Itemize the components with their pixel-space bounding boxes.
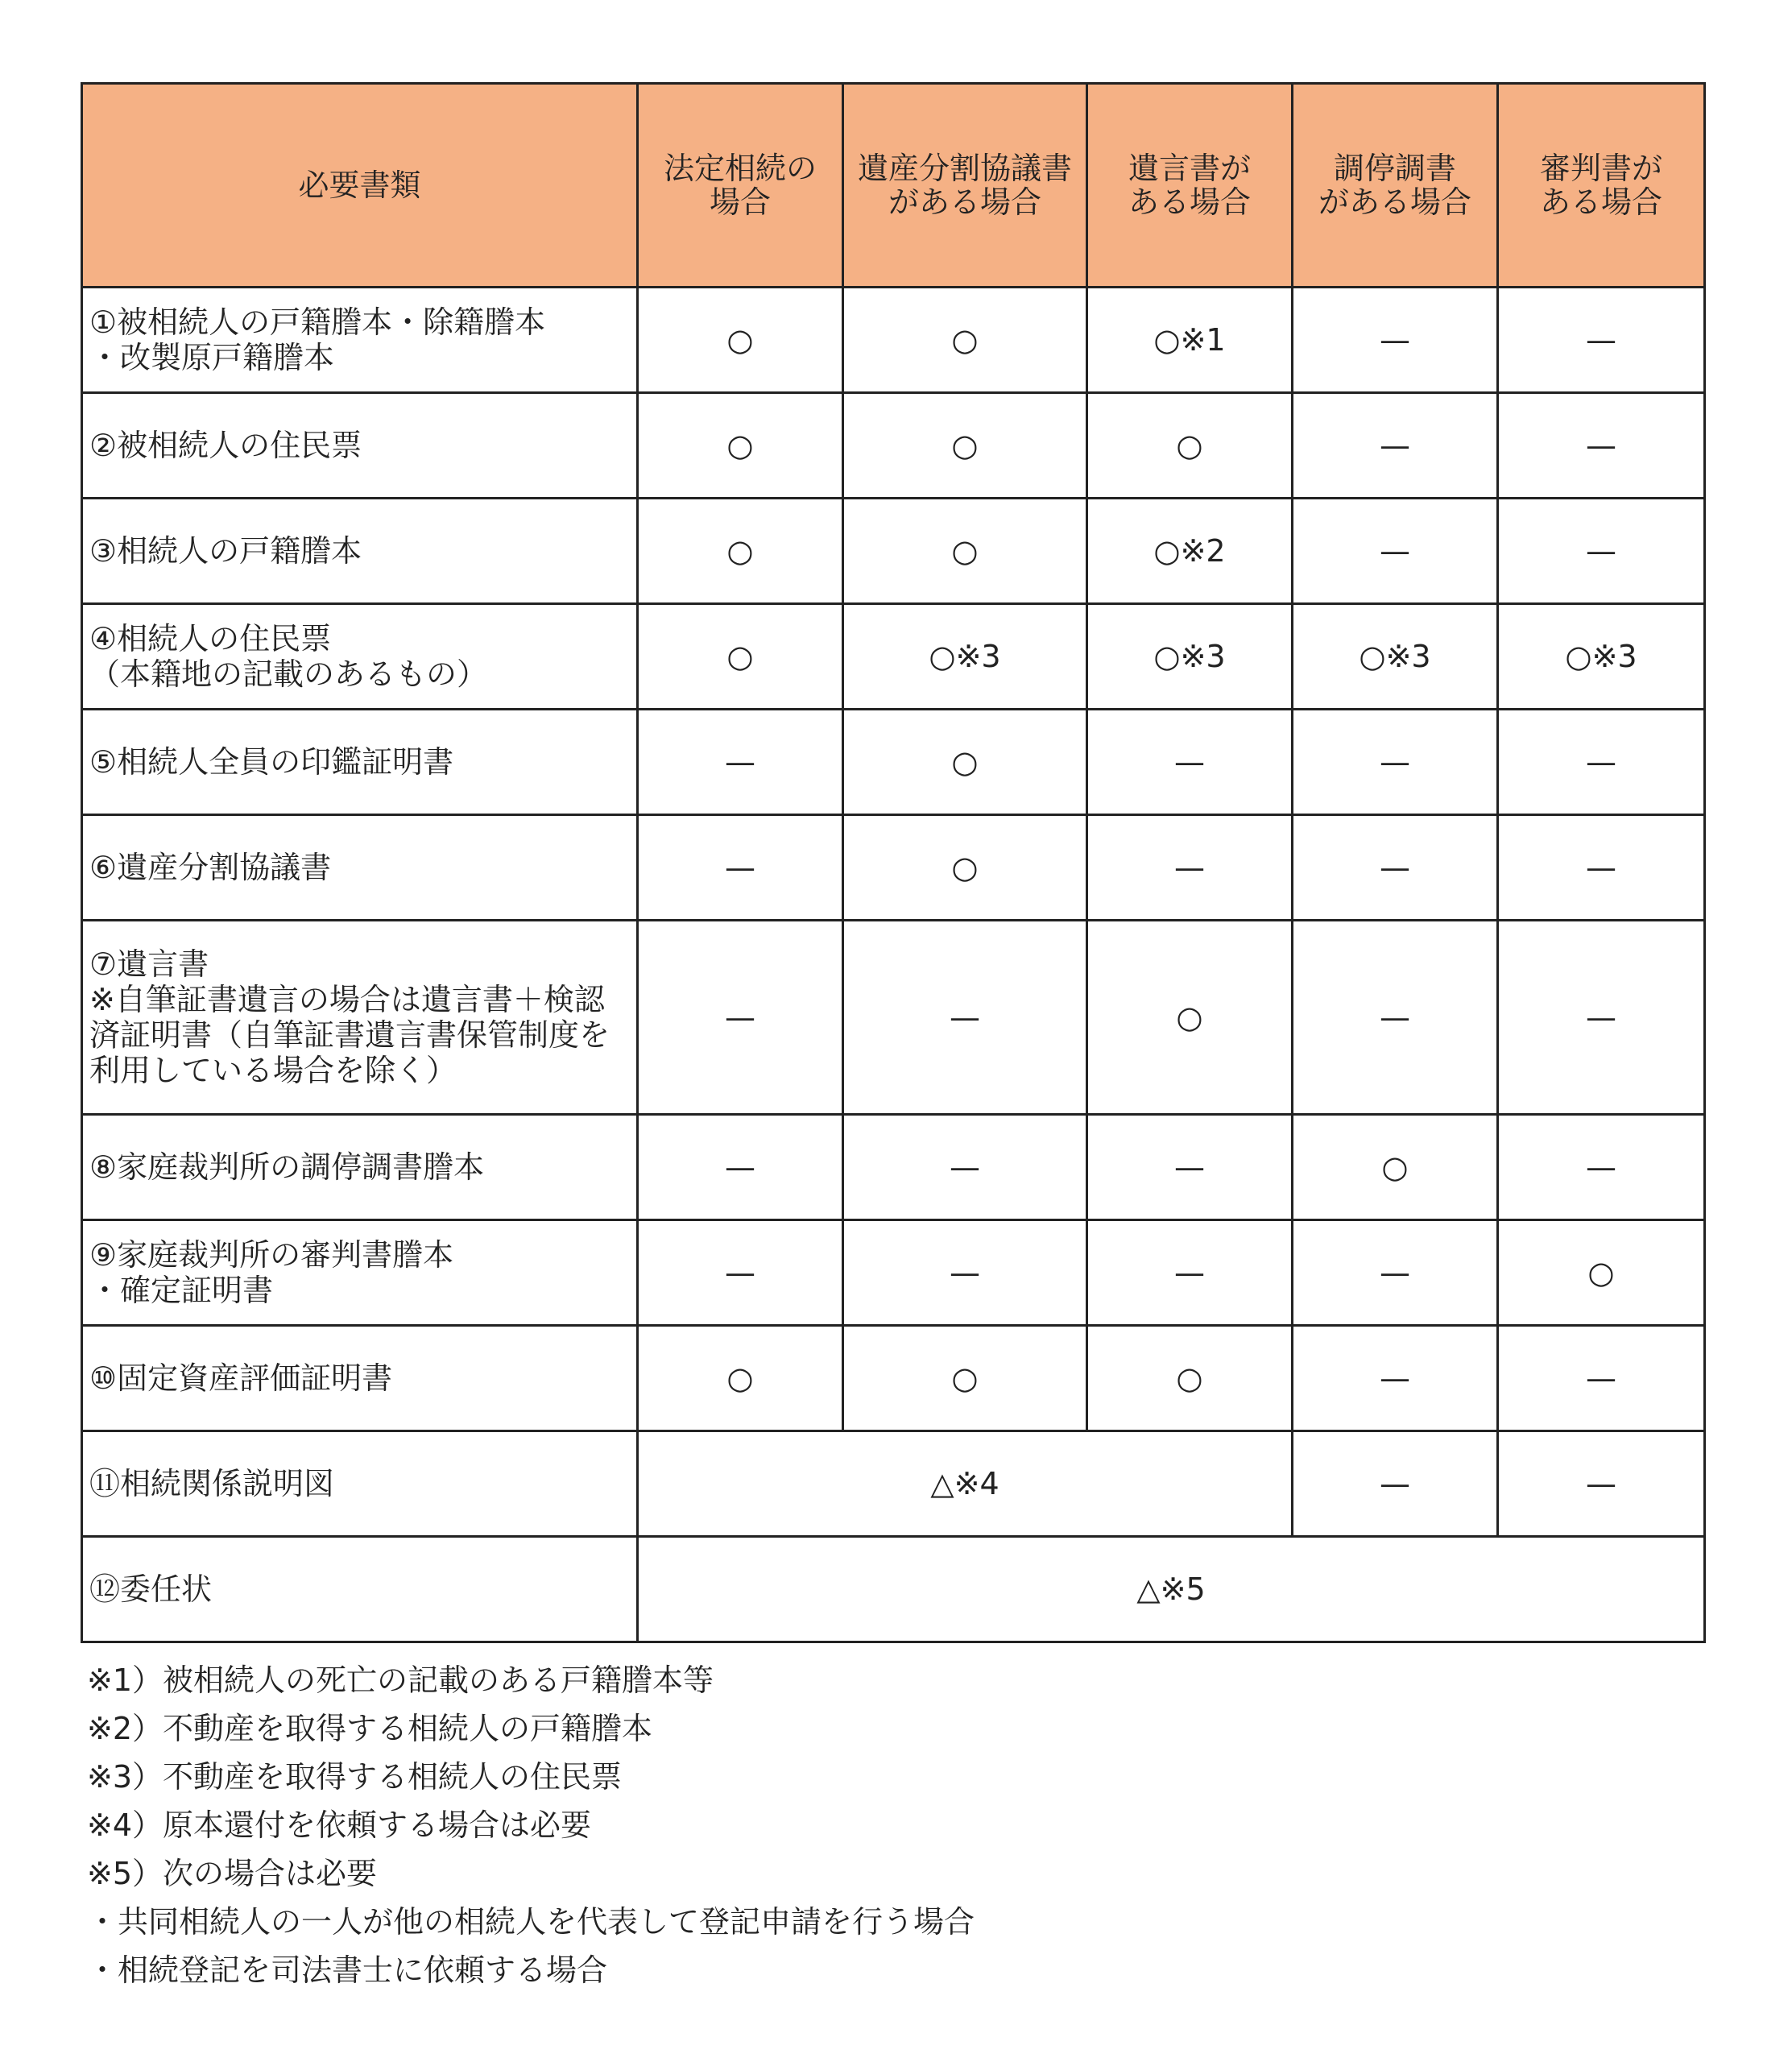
table-row (82, 1220, 1705, 1326)
row-mark: — (638, 1115, 843, 1220)
footnote: ※1）被相続人の死亡の記載のある戸籍謄本等 (87, 1662, 714, 1698)
row-mark: ○ (1087, 393, 1293, 499)
row-mark: ○ (1087, 1326, 1293, 1431)
row-mark: ○※2 (1087, 499, 1293, 604)
row-document-name: ⑫委任状 (82, 1537, 638, 1642)
row-mark: ○※3 (1087, 604, 1293, 710)
table-row (82, 921, 1705, 1115)
row-document-name: ⑪相続関係説明図 (82, 1431, 638, 1537)
row-mark: — (1498, 710, 1705, 815)
row-mark: — (1087, 1115, 1293, 1220)
row-mark: ○※3 (843, 604, 1087, 710)
footnote: ※3）不動産を取得する相続人の住民票 (87, 1759, 623, 1795)
footnote: ※5）次の場合は必要 (87, 1856, 378, 1891)
header-statutory-inheritance: 法定相続の 場合 (638, 84, 843, 288)
row-mark: — (1293, 815, 1498, 921)
row-document-name: ⑥遺産分割協議書 (82, 815, 638, 921)
footnote: ※4）原本還付を依頼する場合は必要 (87, 1807, 592, 1843)
row-mark: — (1498, 288, 1705, 393)
row-document-name: ④相続人の住民票 （本籍地の記載のあるもの） (82, 604, 638, 710)
row-mark: ○ (1293, 1115, 1498, 1220)
row-mark: — (843, 921, 1087, 1115)
header-division-agreement: 遺産分割協議書 がある場合 (843, 84, 1087, 288)
row-mark: ○※3 (1498, 604, 1705, 710)
header-will: 遺言書が ある場合 (1087, 84, 1293, 288)
table-row (82, 288, 1705, 393)
row-mark: — (1498, 499, 1705, 604)
row-mark: ○※3 (1293, 604, 1498, 710)
row-mark: ○ (843, 710, 1087, 815)
row-mark: — (1293, 288, 1498, 393)
footnote: ・共同相続人の一人が他の相続人を代表して登記申請を行う場合 (87, 1904, 975, 1940)
row-mark: ○ (843, 1326, 1087, 1431)
row-mark: ○ (1087, 921, 1293, 1115)
table-row (82, 604, 1705, 710)
row-merged-mark: △※4 (638, 1431, 1293, 1537)
row-mark: — (1498, 393, 1705, 499)
header-required-documents: 必要書類 (82, 84, 638, 288)
row-document-name: ⑩固定資産評価証明書 (82, 1326, 638, 1431)
row-mark: — (1087, 815, 1293, 921)
row-mark: — (843, 1115, 1087, 1220)
row-mark: ○ (638, 393, 843, 499)
row-mark: — (843, 1220, 1087, 1326)
row-document-name: ②被相続人の住民票 (82, 393, 638, 499)
row-mark: — (1498, 1115, 1705, 1220)
header-mediation-record: 調停調書 がある場合 (1293, 84, 1498, 288)
footnote: ・相続登記を司法書士に依頼する場合 (87, 1952, 608, 1988)
row-mark: ○ (843, 393, 1087, 499)
row-document-name: ⑦遺言書 ※自筆証書遺言の場合は遺言書＋検認 済証明書（自筆証書遺言書保管制度を 利用している場合を除く） (82, 921, 638, 1115)
row-mark: — (638, 921, 843, 1115)
row-mark: — (1087, 1220, 1293, 1326)
row-mark: — (1293, 393, 1498, 499)
row-mark: ○ (843, 815, 1087, 921)
row-mark: — (1293, 499, 1498, 604)
row-mark: ○ (638, 1326, 843, 1431)
table-row (82, 499, 1705, 604)
table-row (82, 1537, 1705, 1642)
row-mark: — (1498, 815, 1705, 921)
table-row (82, 815, 1705, 921)
row-mark: ○※1 (1087, 288, 1293, 393)
table-row (82, 393, 1705, 499)
row-document-name: ①被相続人の戸籍謄本・除籍謄本 ・改製原戸籍謄本 (82, 288, 638, 393)
row-mark: ○ (638, 604, 843, 710)
row-mark: — (1293, 1431, 1498, 1537)
row-mark: ○ (843, 288, 1087, 393)
row-document-name: ⑧家庭裁判所の調停調書謄本 (82, 1115, 638, 1220)
table-header-row (82, 84, 1705, 288)
row-mark: ○ (638, 288, 843, 393)
row-merged-mark: △※5 (638, 1537, 1705, 1642)
row-document-name: ⑨家庭裁判所の審判書謄本 ・確定証明書 (82, 1220, 638, 1326)
row-mark: — (1293, 921, 1498, 1115)
row-mark: ○ (638, 499, 843, 604)
row-mark: — (638, 1220, 843, 1326)
row-mark: — (1498, 921, 1705, 1115)
table-row (82, 1115, 1705, 1220)
row-mark: — (1087, 710, 1293, 815)
row-mark: — (1293, 1326, 1498, 1431)
row-mark: — (1293, 710, 1498, 815)
row-mark: — (1293, 1220, 1498, 1326)
table-row (82, 1431, 1705, 1537)
row-mark: ○ (843, 499, 1087, 604)
table-row (82, 1326, 1705, 1431)
footnotes (87, 1656, 975, 1994)
required-documents-table (81, 82, 1706, 1643)
header-adjudication: 審判書が ある場合 (1498, 84, 1705, 288)
row-mark: — (638, 815, 843, 921)
row-document-name: ③相続人の戸籍謄本 (82, 499, 638, 604)
row-mark: — (1498, 1326, 1705, 1431)
table-row (82, 710, 1705, 815)
row-mark: ○ (1498, 1220, 1705, 1326)
row-mark: — (638, 710, 843, 815)
row-mark: — (1498, 1431, 1705, 1537)
footnote: ※2）不動産を取得する相続人の戸籍謄本 (87, 1711, 653, 1746)
row-document-name: ⑤相続人全員の印鑑証明書 (82, 710, 638, 815)
